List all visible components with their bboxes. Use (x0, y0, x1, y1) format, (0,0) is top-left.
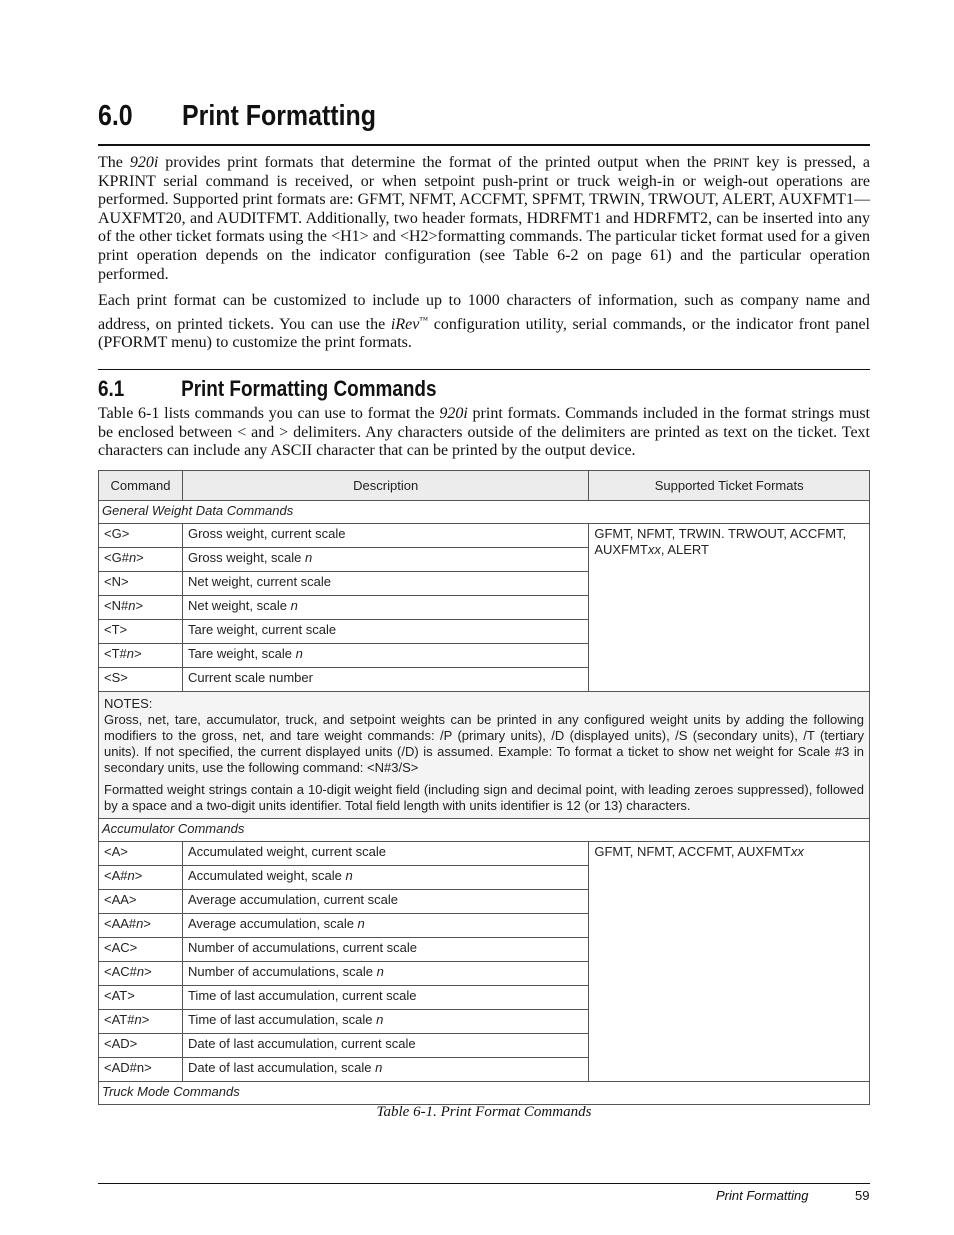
section-paragraph: Table 6-1 lists commands you can use to format the 920i print formats. Commands included in the format strings must be enclosed between < and > delimiters. Any characters outside of the delimiters are printed as text on the ticket. Text characters can include any ASCII character that can be printed by the output device. (98, 405, 870, 460)
table-row (99, 842, 870, 866)
command-cell: <AD> (99, 1034, 183, 1058)
description-cell: Net weight, current scale (182, 572, 588, 596)
section-heading (98, 376, 437, 402)
intro-paragraph-1: The 920i provides print formats that determine the format of the printed output when the PRINT key is pressed, a KPRINT serial command is received, or when setpoint push-print or truck weigh-in or weigh-out operations are performed. Supported print formats are: GFMT, NFMT, ACCFMT, SPFMT, TRWIN, TRWOUT, ALERT, AUXFMT1—AUXFMT20, and AUDITFMT. Additionally, two header formats, HDRFMT1 and HDRFMT2, can be inserted into any of the other ticket formats using the <H1> and <H2>formatting commands. The particular ticket format used for a given print operation depends on the indicator configuration (see Table 6-2 on page 61) and the particular operation performed. (98, 154, 871, 283)
command-cell: <AD#n> (99, 1058, 183, 1082)
command-cell: <AA#n> (99, 914, 183, 938)
chapter-title: Print Formatting (182, 100, 376, 132)
command-cell: <AC> (99, 938, 183, 962)
description-cell: Tare weight, scale n (182, 644, 588, 668)
command-cell: <A> (99, 842, 183, 866)
notes-paragraph-1: Gross, net, tare, accumulator, truck, and setpoint weights can be printed in any configured weight units by adding the following modifiers to the gross, net, and tare weight commands: /P (primary units), /D (displayed units), /S (secondary units), /T (tertiary units). If not specified, the current displayed units (/D) is assumed. Example: To format a ticket to show net weight for Scale #3 in secondary units, use the following command: <N#3/S> (104, 712, 864, 775)
command-cell: <AA> (99, 890, 183, 914)
description-cell: Time of last accumulation, current scale (182, 986, 588, 1010)
command-cell: <G#n> (99, 548, 183, 572)
description-cell: Time of last accumulation, scale n (182, 1010, 588, 1034)
command-cell: <A#n> (99, 866, 183, 890)
notes-cell (99, 692, 870, 819)
description-cell: Accumulated weight, current scale (182, 842, 588, 866)
section-number: 6.1 (98, 376, 125, 401)
description-cell: Current scale number (182, 668, 588, 692)
section-truck-mode: Truck Mode Commands (99, 1082, 870, 1105)
section-rule (98, 369, 870, 370)
command-cell: <N> (99, 572, 183, 596)
description-cell: Number of accumulations, scale n (182, 962, 588, 986)
description-cell: Number of accumulations, current scale (182, 938, 588, 962)
accumulator-supported-formats: GFMT, NFMT, ACCFMT, AUXFMTxx (589, 842, 870, 1082)
description-cell: Date of last accumulation, scale n (182, 1058, 588, 1082)
section-title: Print Formatting Commands (181, 376, 437, 401)
header-formats: Supported Ticket Formats (589, 471, 870, 501)
notes-paragraph-2: Formatted weight strings contain a 10-digit weight field (including sign and decimal point, with leading zeroes suppressed), followed by a space and a two-digit units identifier. Total field length with units identifier is 12 (or 13) characters. (104, 782, 864, 813)
command-cell: <T> (99, 620, 183, 644)
description-cell: Net weight, scale n (182, 596, 588, 620)
description-cell: Date of last accumulation, current scale (182, 1034, 588, 1058)
chapter-number: 6.0 (98, 100, 133, 132)
section-accumulator: Accumulator Commands (99, 819, 870, 842)
footer-rule (98, 1183, 870, 1184)
command-cell: <S> (99, 668, 183, 692)
header-description: Description (182, 471, 588, 501)
page-number: 59 (855, 1188, 870, 1203)
command-cell: <AC#n> (99, 962, 183, 986)
description-cell: Average accumulation, current scale (182, 890, 588, 914)
table-caption: Table 6-1. Print Format Commands (376, 1104, 592, 1120)
table-header-row (99, 471, 870, 501)
general-supported-formats: GFMT, NFMT, TRWIN. TRWOUT, ACCFMT, AUXFMTxx, ALERT (589, 524, 870, 692)
chapter-heading (98, 100, 870, 146)
description-cell: Tare weight, current scale (182, 620, 588, 644)
command-cell: <T#n> (99, 644, 183, 668)
command-cell: <AT#n> (99, 1010, 183, 1034)
description-cell: Gross weight, scale n (182, 548, 588, 572)
command-cell: <AT> (99, 986, 183, 1010)
footer-title: Print Formatting (716, 1188, 809, 1203)
description-cell: Average accumulation, scale n (182, 914, 588, 938)
print-key-label: PRINT (713, 156, 750, 170)
notes-label: NOTES: (104, 696, 153, 711)
description-cell: Gross weight, current scale (182, 524, 588, 548)
command-cell: <G> (99, 524, 183, 548)
section-general-weight: General Weight Data Commands (99, 501, 870, 524)
print-format-commands-table (98, 470, 870, 1105)
header-command: Command (99, 471, 183, 501)
description-cell: Accumulated weight, scale n (182, 866, 588, 890)
table-row (99, 524, 870, 548)
command-cell: <N#n> (99, 596, 183, 620)
intro-paragraph-2: Each print format can be customized to include up to 1000 characters of information, such as company name and address, on printed tickets. You can use the iRev™ configuration utility, serial commands, or the indicator front panel (PFORMT menu) to customize the print formats. (98, 292, 870, 352)
